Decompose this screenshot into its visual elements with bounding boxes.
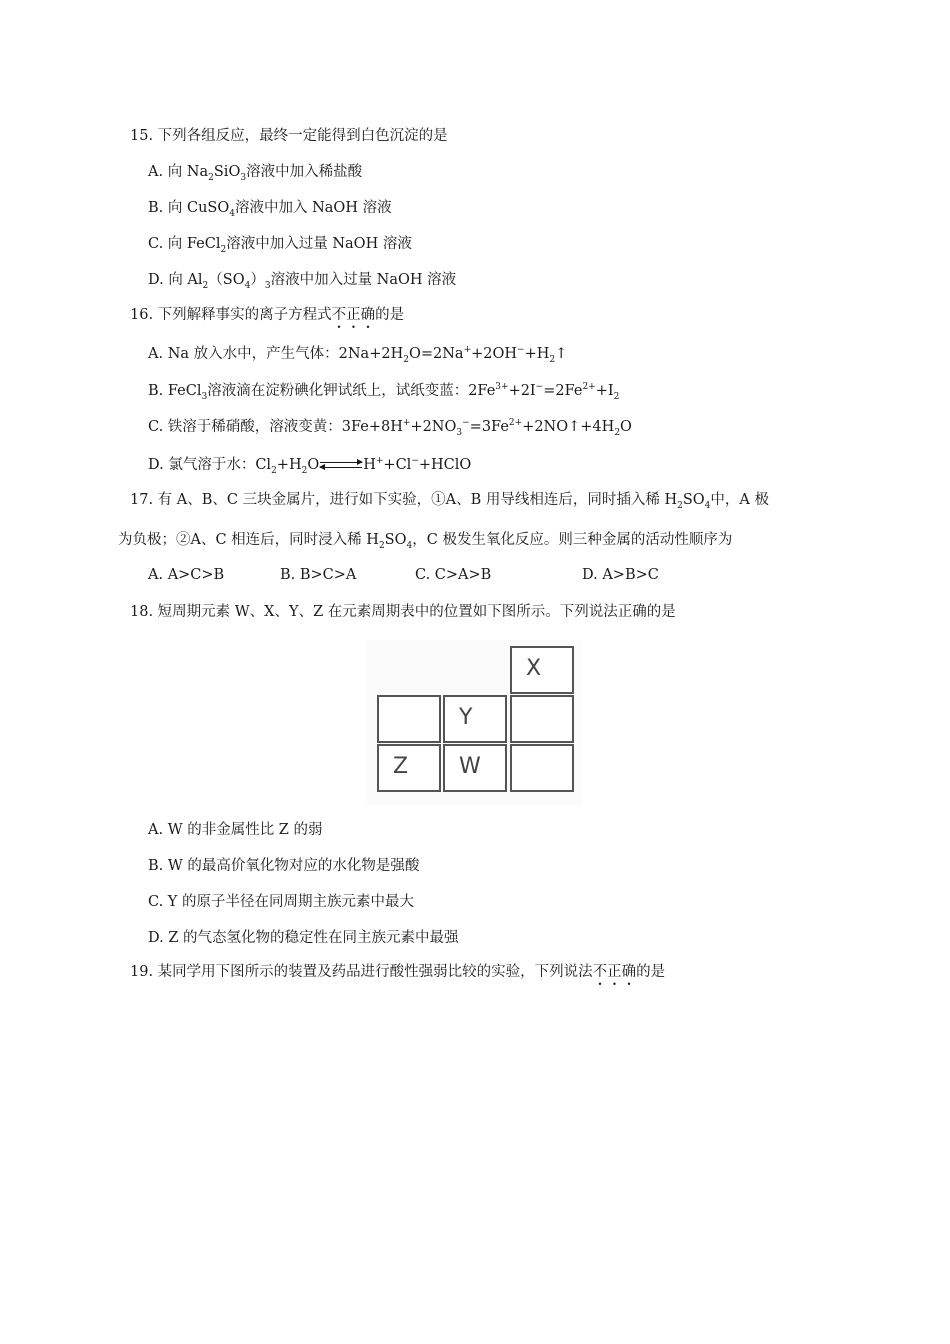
q16-option-d: D. 氯气溶于水：$Cl_2+H_2O$ H++Cl−+HClO bbox=[148, 456, 472, 476]
q17-stem-line2: 为负极；②A、C 相连后，同时浸入稀 $H_2SO_4$，C 极发生氧化反应。则三种金属的活动性顺序为 bbox=[118, 532, 733, 551]
periodic-table-figure bbox=[367, 640, 582, 805]
q17-option-d: D. A>B>C bbox=[582, 567, 659, 583]
cell-empty bbox=[510, 695, 574, 743]
q17-stem-line1: 17. 有 A、B、C 三块金属片，进行如下实验，①A、B 用导线相连后，同时插入稀 $H_2SO_4$中，A 极 bbox=[130, 492, 769, 511]
q17-option-b: B. B>C>A bbox=[280, 567, 357, 583]
q18-option-d: D. Z 的气态氢化物的稳定性在同主族元素中最强 bbox=[148, 930, 459, 946]
q18-option-a: A. W 的非金属性比 Z 的弱 bbox=[148, 822, 323, 838]
q16-option-c: C. 铁溶于稀硝酸，溶液变黄：$3Fe+8H^++2NO_3^-=3Fe^{2+}+2NO↑+4H_2O$ bbox=[148, 418, 632, 438]
q16-stem: 16. 下列解释事实的离子方程式不正确的是 bbox=[130, 307, 405, 323]
cell-y: Y bbox=[443, 695, 507, 743]
cell-empty bbox=[510, 744, 574, 792]
q15-option-b: B. 向 CuSO$_4$溶液中加入 NaOH 溶液 bbox=[148, 200, 392, 219]
q18-option-c: C. Y 的原子半径在同周期主族元素中最大 bbox=[148, 894, 414, 910]
q18-stem: 18. 短周期元素 W、X、Y、Z 在元素周期表中的位置如下图所示。下列说法正确的是 bbox=[130, 604, 676, 620]
q15-stem: 15. 下列各组反应，最终一定能得到白色沉淀的是 bbox=[130, 128, 448, 144]
q15-option-c: C. 向 FeCl$_2$溶液中加入过量 NaOH 溶液 bbox=[148, 236, 412, 255]
cell-x: X bbox=[510, 646, 574, 694]
q15-option-a: A. 向 $Na_2SiO_3$溶液中加入稀盐酸 bbox=[148, 164, 363, 183]
cell-empty bbox=[377, 695, 441, 743]
q16-option-a: A. Na 放入水中，产生气体：$2Na+2H_2O=2Na^++2OH^-+H_2↑$ bbox=[148, 345, 568, 365]
reversible-arrow-icon bbox=[320, 459, 362, 471]
cell-w: W bbox=[443, 744, 507, 792]
cell-z: Z bbox=[377, 744, 441, 792]
q17-option-a: A. A>C>B bbox=[148, 567, 225, 583]
q18-option-b: B. W 的最高价氧化物对应的水化物是强酸 bbox=[148, 858, 420, 874]
q15-option-d: D. 向 $Al_2(SO_4)_3$溶液中加入过量 NaOH 溶液 bbox=[148, 272, 457, 291]
q17-option-c: C. C>A>B bbox=[415, 567, 492, 583]
q19-stem: 19. 某同学用下图所示的装置及药品进行酸性强弱比较的实验，下列说法不正确的是 bbox=[130, 964, 666, 980]
q16-option-b: B. FeCl$_3$溶液滴在淀粉碘化钾试纸上，试纸变蓝：$2Fe^{3+}+2I^-=2Fe^{2+}+I_2$ bbox=[148, 382, 620, 402]
